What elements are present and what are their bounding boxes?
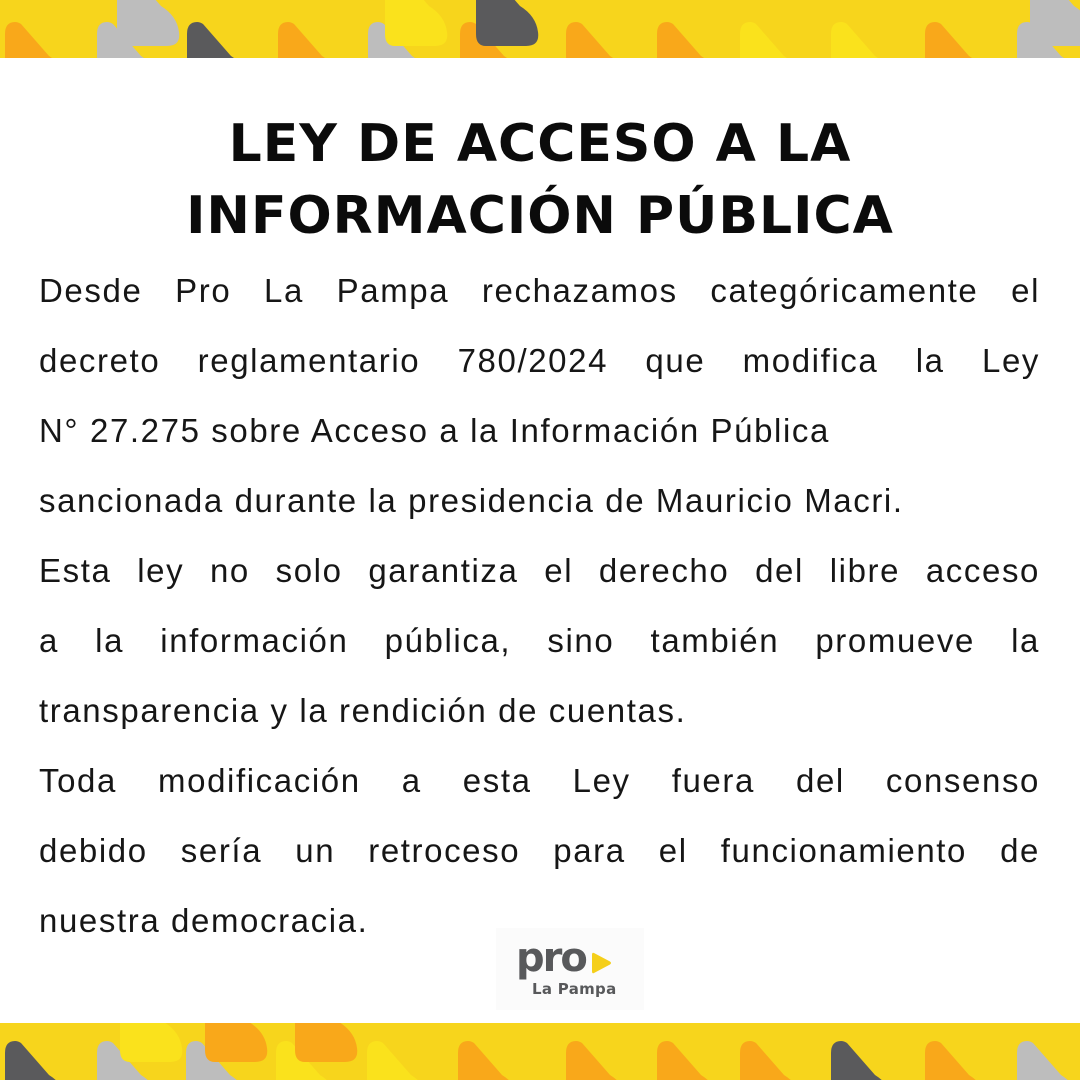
title-line-2: INFORMACIÓN PÚBLICA <box>186 186 894 246</box>
body-line: debido sería un retroceso para el funcionamiento de <box>39 832 1040 869</box>
body-line: transparencia y la rendición de cuentas. <box>39 692 687 729</box>
triangle-pattern-icon <box>0 1023 1080 1080</box>
logo-brand-text: pro <box>516 935 586 981</box>
body-line: Esta ley no solo garantiza el derecho del libre acceso <box>39 552 1040 589</box>
play-arrow-icon <box>591 951 613 975</box>
page-title <box>0 108 1080 252</box>
bottom-decorative-banner <box>0 1023 1080 1080</box>
title-line-1: LEY DE ACCESO A LA <box>228 114 852 174</box>
body-line: N° 27.275 sobre Acceso a la Información Pública <box>39 412 830 449</box>
body-line: nuestra democracia. <box>39 902 369 939</box>
logo-subtitle: La Pampa <box>532 980 617 998</box>
body-line: Toda modificación a esta Ley fuera del consenso <box>39 762 1040 799</box>
pro-la-pampa-logo <box>496 928 644 1010</box>
top-decorative-banner <box>0 0 1080 58</box>
body-line: decreto reglamentario 780/2024 que modifica la Ley <box>39 342 1040 379</box>
body-line: a la información pública, sino también promueve la <box>39 622 1040 659</box>
body-line: Desde Pro La Pampa rechazamos categóricamente el <box>39 272 1040 309</box>
body-line: sancionada durante la presidencia de Mauricio Macri. <box>39 482 904 519</box>
triangle-pattern-icon <box>0 0 1080 58</box>
statement-body <box>39 256 1040 956</box>
